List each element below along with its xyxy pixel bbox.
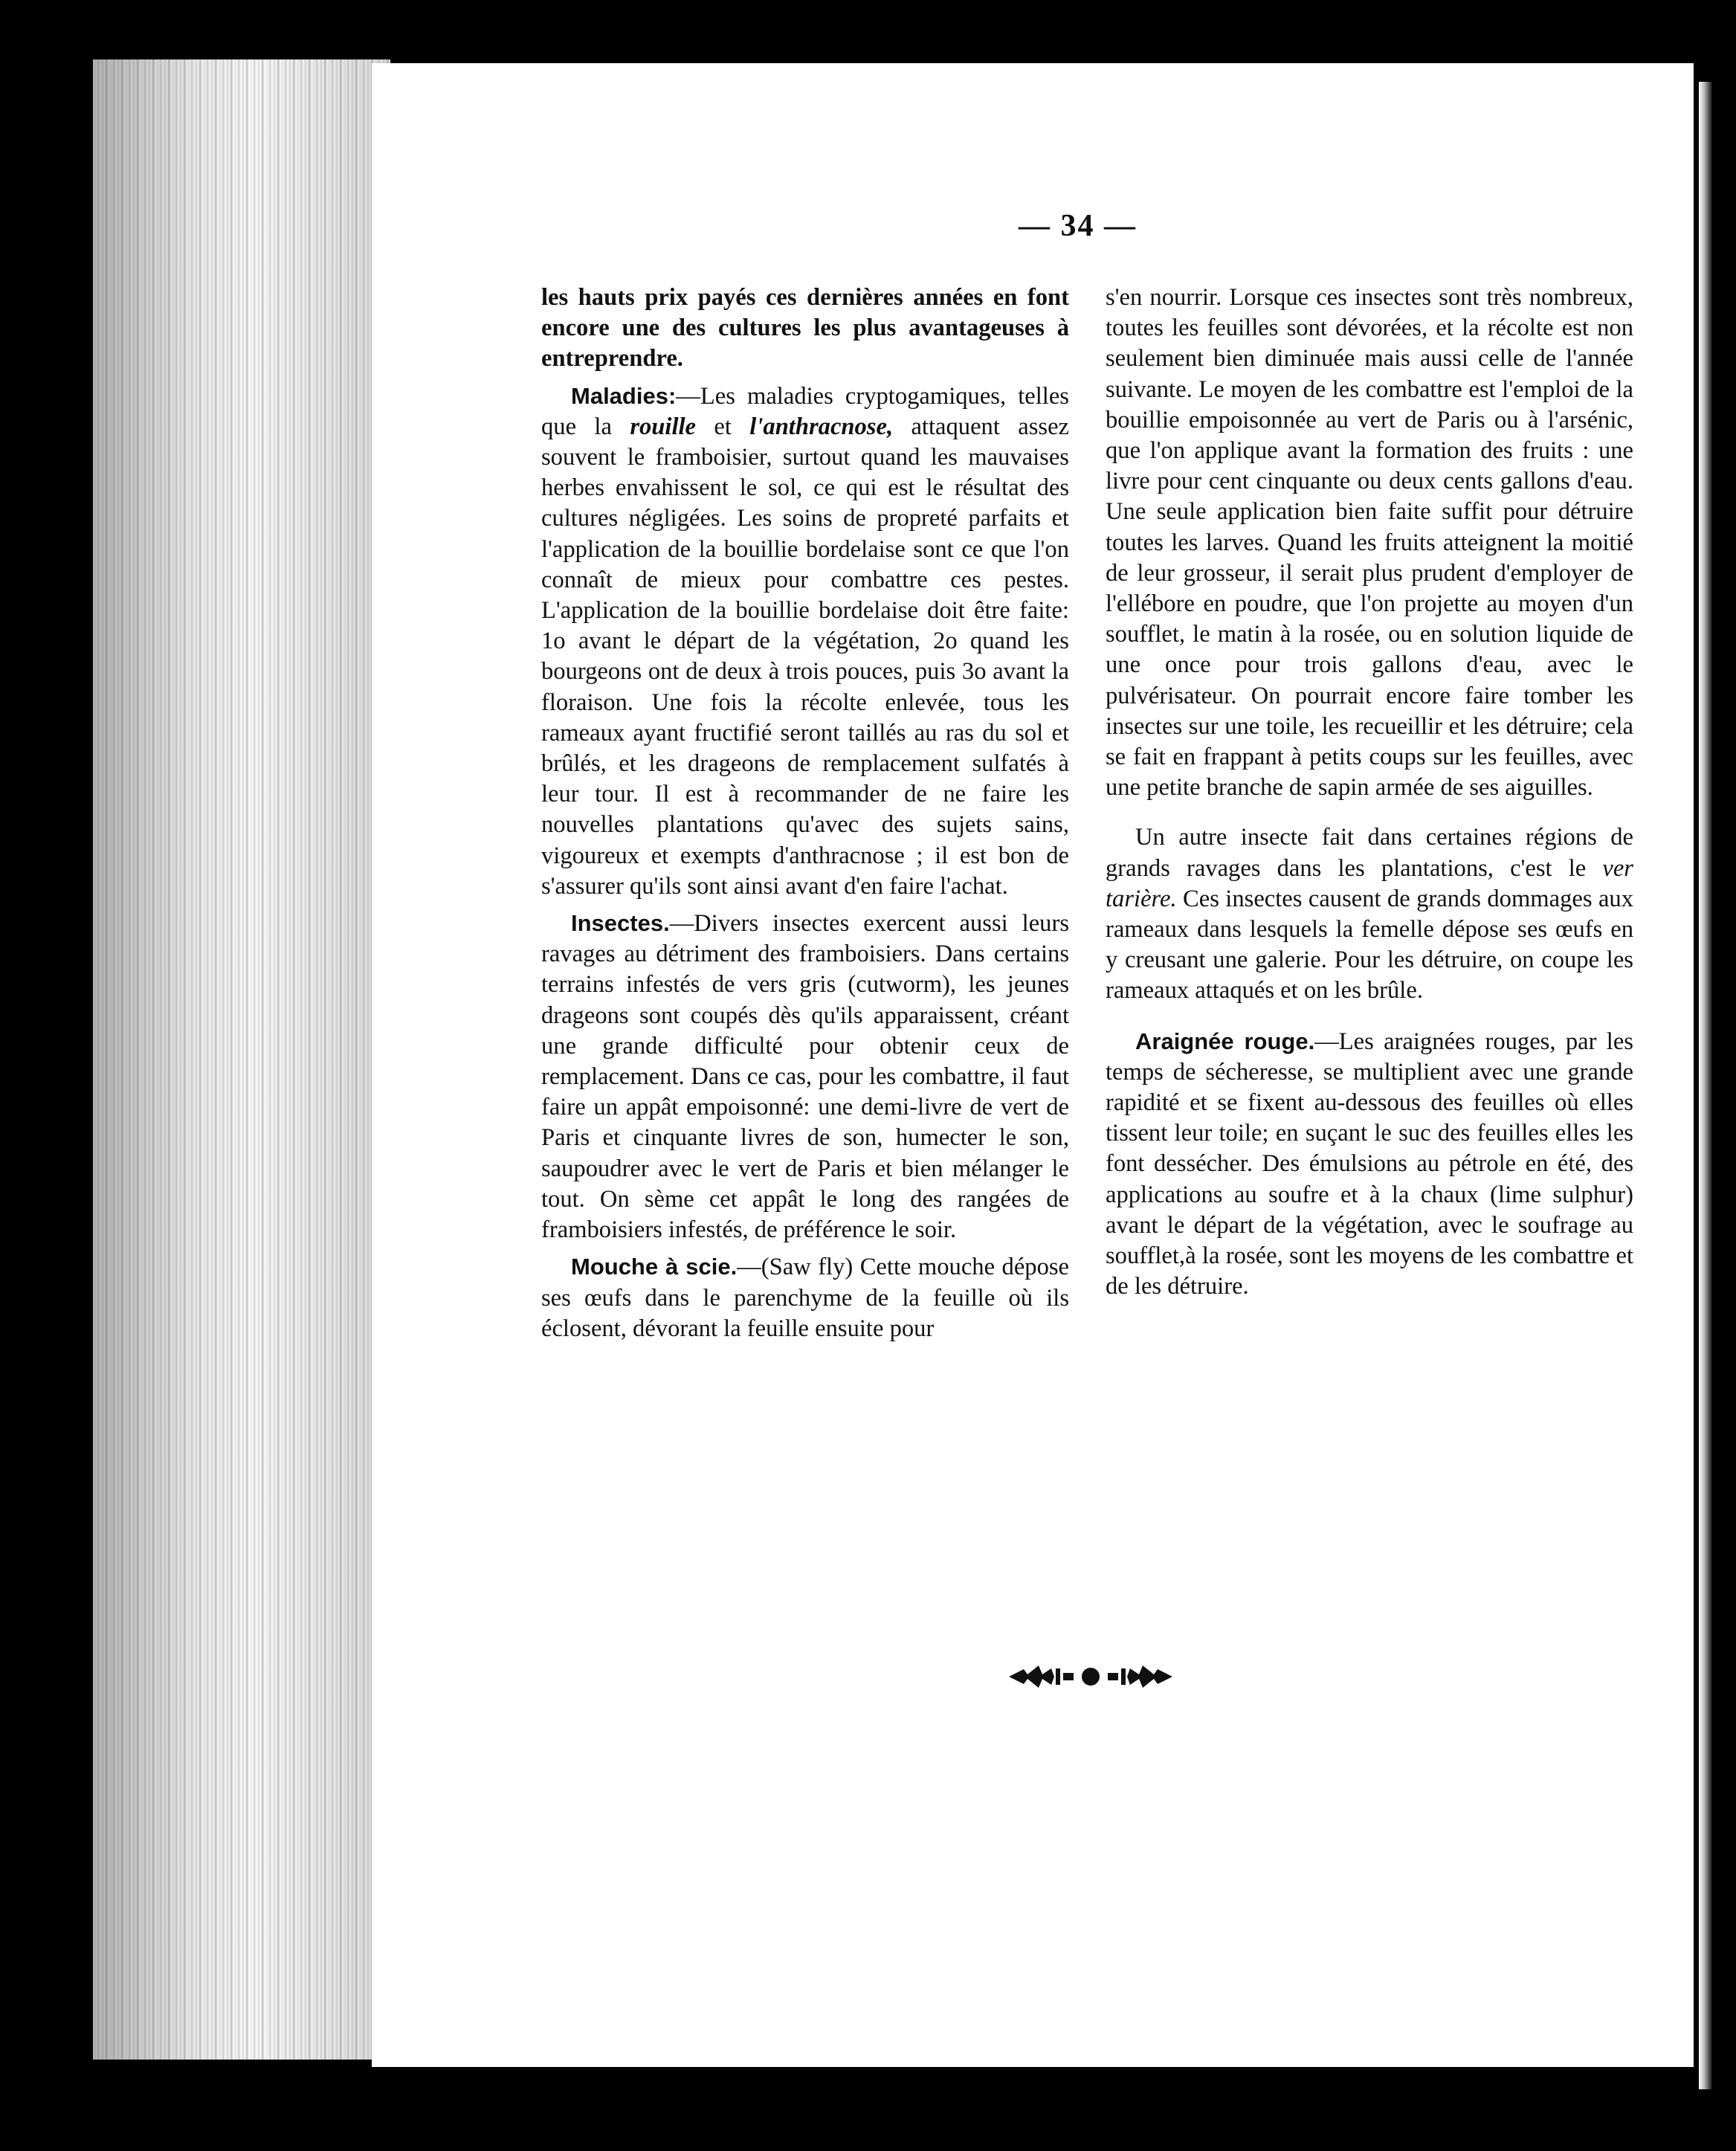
page-right-edge [1699, 82, 1712, 2089]
maladies-text-a: —Les maladies cryptogamiques, telles que la [541, 382, 1069, 440]
page-number: — 34 — [1019, 209, 1137, 243]
book-edge-shadow [93, 59, 390, 2060]
maladies-text-b: et [696, 413, 750, 440]
left-text-column [541, 283, 1069, 1350]
paragraph-continuation: s'en nourrir. Lorsque ces insectes sont très nombreux, toutes les feuilles sont dévorées, et la récolte est non seulement bien diminuée mais aussi celle de l'année suivante. Le moyen de les combattre est l'emploi de la bouillie empoisonnée au vert de Paris ou à l'arsénic, que l'on applique avant la formation des fruits : une livre pour cent cinquante ou deux cents gallons d'eau. Une seule application bien faite suffit pour détruire toutes les larves. Quand les fruits atteignent la moitié de leur grosseur, il serait plus prudent d'employer de l'ellébore en poudre, que l'on projette au moyen d'un soufflet, le matin à la rosée, ou en solution liquide de une once pour trois gallons d'eau, avec le pulvérisateur. On pourrait encore faire tomber les insectes sur une toile, les recueillir et les détruire; cela se fait en frappant à petits coups sur les feuilles, avec une petite branche de sapin armée de ses aiguilles. [1106, 284, 1633, 802]
heading-insectes: Insectes. [571, 910, 670, 937]
paragraph-maladies [541, 381, 1069, 902]
paragraph-ver-tariere [1106, 822, 1633, 1006]
paragraph-araignee-rouge [1106, 1026, 1633, 1303]
mouche-text: —(Saw fly) Cette mouche dépose ses œufs dans le parenchyme de la feuille où ils éclosent, dévorant la feuille ensuite pour [541, 1254, 1069, 1342]
heading-araignee-rouge: Araignée rouge. [1135, 1028, 1315, 1054]
printer-ornament-icon [1005, 1658, 1176, 1695]
heading-mouche-a-scie: Mouche à scie. [571, 1254, 738, 1280]
paragraph-insectes [541, 908, 1069, 1245]
araignee-text: —Les araignées rouges, par les temps de sécheresse, se multiplient avec une grande rapidité et se fixent au-dessous des feuilles où elles tissent leur toile; en suçant le suc des feuilles elles les font dessécher. Des émulsions au pétrole en été, des applications au soufre et à la chaux (lime sulphur) avant le départ de la végétation, avec le soufrage au soufflet,à la rosée, sont les moyens de les combattre et de les détruire. [1106, 1028, 1633, 1300]
paragraph-intro: les hauts prix payés ces dernières années en font encore une des cultures les plus avantageuses à entreprendre. [541, 284, 1069, 373]
term-ver-tariere: ver tarière. [1106, 854, 1633, 912]
insectes-text: —Divers insectes exercent aussi leurs ravages au détriment des framboisiers. Dans certains terrains infestés de vers gris (cutworm), les jeunes drageons sont coupés dès qu'ils apparaissent, créant une grande difficulté pour obtenir ceux de remplacement. Dans ce cas, pour les combattre, il faut faire un appât empoisonné: une demi-livre de vert de Paris et cinquante livres de son, humecter le son, saupoudrer avec le vert de Paris et bien mélanger le tout. On sème cet appât le long des rangées de framboisiers infestés, de préférence le soir. [541, 910, 1069, 1244]
right-text-column [1106, 283, 1633, 1309]
term-anthracnose: l'anthracnose, [749, 413, 894, 440]
ver-tariere-text-b: Ces insectes causent de grands dommages aux rameaux dans lesquels la femelle dépose ses œufs en y creusant une galerie. Pour les détruire, on coupe les rameaux attaqués et on les brûle. [1106, 885, 1633, 1004]
heading-maladies: Maladies: [571, 382, 677, 409]
term-rouille: rouille [630, 413, 697, 440]
ver-tariere-text-a: Un autre insecte fait dans certaines régions de grands ravages dans les plantations, c'est le [1106, 824, 1633, 882]
maladies-text-c: attaquent assez souvent le framboisier, surtout quand les mauvaises herbes envahissent le sol, ce qui est le résultat des cultures négligées. Les soins de propreté parfaits et l'application de la bouillie bordelaise sont ce que l'on connaît de mieux pour combattre ces pestes. L'application de la bouillie bordelaise doit être faite: 1o avant le départ de la végétation, 2o quand les bourgeons ont de deux à trois pouces, puis 3o avant la floraison. Une fois la récolte enlevée, tous les rameaux ayant fructifié seront taillés au ras du sol et brûlés, et les drageons de remplacement sulfatés à leur tour. Il est à recommander de ne faire les nouvelles plantations qu'avec des sujets sains, vigoureux et exempts d'anthracnose ; il est bon de s'assurer qu'ils sont ainsi avant d'en faire l'achat. [541, 413, 1069, 900]
paragraph-mouche-a-scie [541, 1251, 1069, 1344]
